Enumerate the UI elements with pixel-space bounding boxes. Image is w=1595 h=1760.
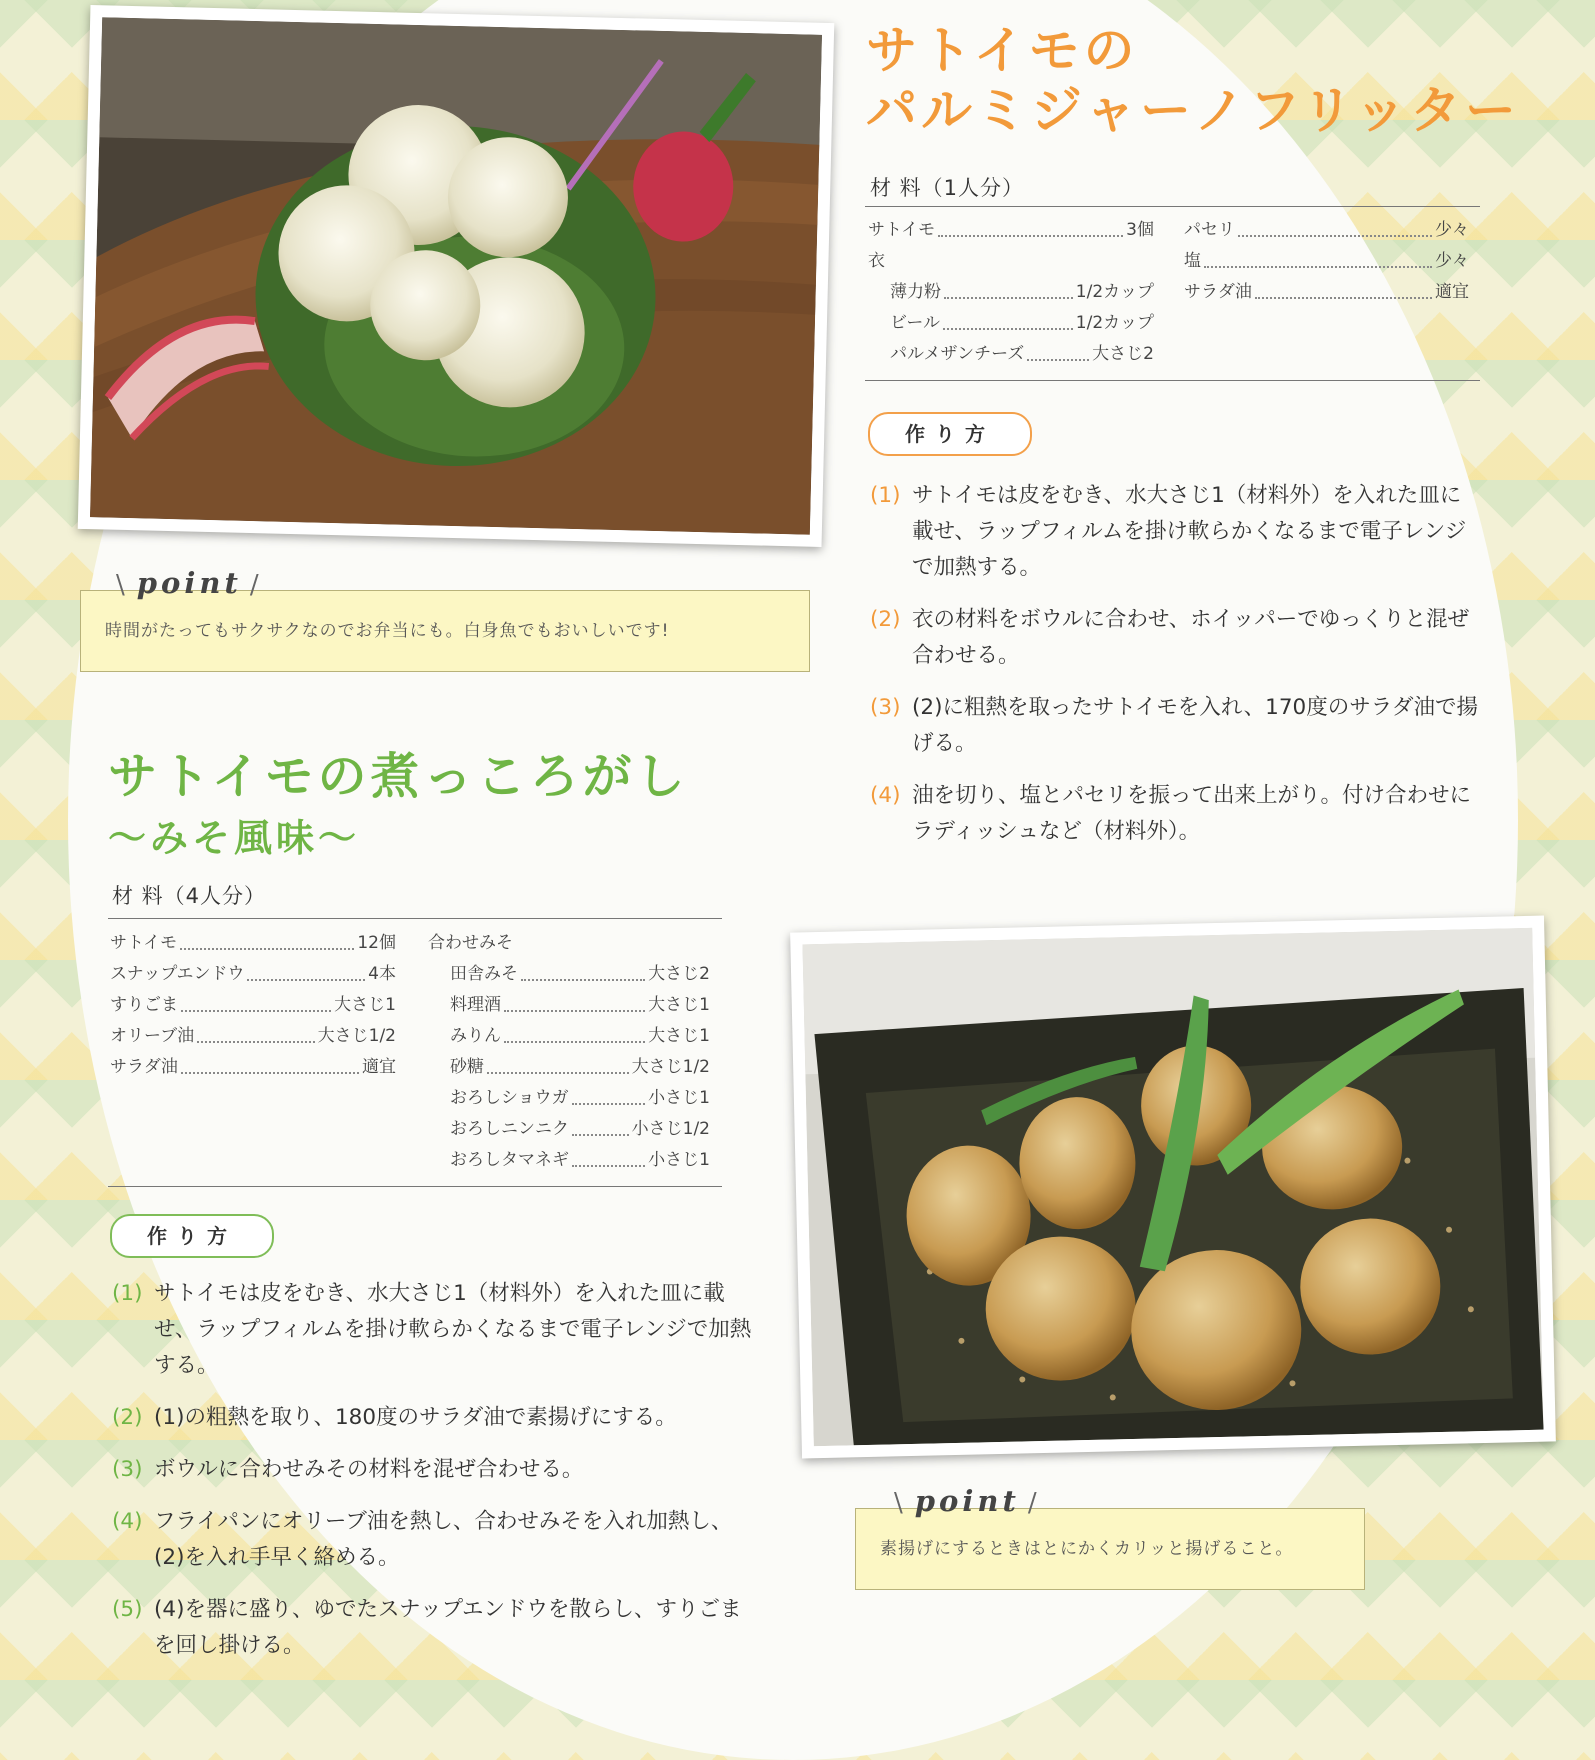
dot-leader xyxy=(487,1052,629,1074)
step-number: (3) xyxy=(870,695,901,720)
ingredient-row xyxy=(110,959,396,990)
dot-leader xyxy=(504,1021,645,1043)
recipe1-method-label: 作り方 xyxy=(868,412,1032,456)
step-text: フライパンにオリーブ油を熱し、合わせみそを入れ加熱し、(2)を入れ手早く絡める。 xyxy=(154,1509,733,1570)
step-number: (3) xyxy=(112,1457,143,1482)
ingredient-row xyxy=(1184,246,1469,277)
dot-leader xyxy=(1238,215,1432,237)
ingredient-amount: 少々 xyxy=(1435,220,1469,240)
dot-leader xyxy=(181,1052,359,1074)
recipe2-ingredients-top-rule xyxy=(108,918,722,919)
step-text: ボウルに合わせみその材料を混ぜ合わせる。 xyxy=(154,1457,584,1482)
ingredient-row xyxy=(110,1052,396,1083)
step-number: (2) xyxy=(112,1405,143,1430)
recipe2-point-box xyxy=(855,1508,1365,1590)
ingredient-amount: 小さじ1 xyxy=(648,1150,710,1170)
ingredient-name: サラダ油 xyxy=(1184,282,1252,302)
step-item xyxy=(112,1276,757,1384)
ingredient-name: パセリ xyxy=(1184,220,1235,240)
recipe1-point-label: \ point / xyxy=(116,566,263,600)
ingredient-row xyxy=(110,990,396,1021)
step-number: (4) xyxy=(112,1509,143,1534)
ingredient-amount: 大さじ1/2 xyxy=(631,1057,710,1077)
ingredient-row xyxy=(428,1114,710,1145)
dot-leader xyxy=(944,277,1073,299)
dot-leader xyxy=(504,990,645,1012)
ingredient-name: 料理酒 xyxy=(450,995,501,1015)
step-item xyxy=(870,602,1480,674)
recipe1-title-line2: パルミジャーノフリッター xyxy=(866,82,1520,142)
ingredient-name: サトイモ xyxy=(110,933,178,953)
taro-photo xyxy=(790,916,1556,1459)
ingredient-name: サトイモ xyxy=(868,220,936,240)
step-text: (2)に粗熱を取ったサトイモを入れ、170度のサラダ油で揚げる。 xyxy=(912,695,1478,756)
ingredient-row xyxy=(868,246,1154,277)
ingredient-amount: 小さじ1/2 xyxy=(631,1119,710,1139)
recipe2-point-label: \ point / xyxy=(894,1484,1041,1518)
dot-leader xyxy=(572,1145,645,1167)
ingredient-name: 田舎みそ xyxy=(450,964,518,984)
dot-leader xyxy=(1255,277,1432,299)
ingredient-amount: 少々 xyxy=(1435,251,1469,271)
recipe1-ingredients-bottom-rule xyxy=(865,380,1480,381)
step-number: (4) xyxy=(870,783,901,808)
ingredient-amount: 12個 xyxy=(357,933,396,953)
ingredient-amount: 1/2カップ xyxy=(1075,282,1154,302)
step-item xyxy=(112,1592,757,1664)
ingredient-row xyxy=(110,928,396,959)
ingredient-row xyxy=(1184,277,1469,308)
dot-leader xyxy=(521,959,645,981)
ingredient-name: すりごま xyxy=(110,995,178,1015)
ingredient-amount: 大さじ1/2 xyxy=(317,1026,396,1046)
recipe2-method-label: 作り方 xyxy=(110,1214,274,1258)
recipe1-title xyxy=(866,22,1520,142)
dot-leader xyxy=(572,1114,629,1136)
ingredient-name: おろしニンニク xyxy=(450,1119,569,1139)
ingredient-row xyxy=(428,1052,710,1083)
ingredient-name: 薄力粉 xyxy=(890,282,941,302)
ingredient-row xyxy=(428,990,710,1021)
step-item xyxy=(870,478,1480,586)
dot-leader xyxy=(1204,246,1432,268)
recipe1-ingredients-heading: 材 料（1人分） xyxy=(870,176,1025,200)
recipe2-title xyxy=(108,748,689,864)
ingredient-row xyxy=(428,1021,710,1052)
recipe1-steps xyxy=(870,478,1480,866)
ingredient-row xyxy=(428,1145,710,1176)
step-text: (1)の粗熱を取り、180度のサラダ油で素揚げにする。 xyxy=(154,1405,677,1430)
recipe1-ingredients-left xyxy=(868,215,1154,370)
ingredient-name: おろしタマネギ xyxy=(450,1150,569,1170)
dot-leader xyxy=(938,215,1123,237)
recipe1-title-line1: サトイモの xyxy=(866,22,1139,81)
ingredient-row xyxy=(868,339,1154,370)
ingredient-amount: 3個 xyxy=(1126,220,1154,240)
dot-leader xyxy=(1027,339,1089,361)
step-item xyxy=(870,690,1480,762)
dot-leader xyxy=(181,990,331,1012)
dot-leader xyxy=(943,308,1073,330)
step-number: (2) xyxy=(870,607,901,632)
ingredient-group-name: 合わせみそ xyxy=(428,933,513,953)
ingredient-row xyxy=(868,308,1154,339)
recipe1-ingredients-top-rule xyxy=(865,206,1480,207)
dot-leader xyxy=(572,1083,646,1105)
ingredient-row xyxy=(428,1083,710,1114)
ingredient-amount: 1/2カップ xyxy=(1075,313,1154,333)
ingredient-row xyxy=(868,215,1154,246)
step-number: (1) xyxy=(112,1281,143,1306)
ingredient-amount: 適宜 xyxy=(362,1057,396,1077)
ingredient-amount: 大さじ2 xyxy=(648,964,710,984)
recipe2-ingredients-left xyxy=(110,928,396,1083)
ingredient-amount: 大さじ1 xyxy=(334,995,396,1015)
recipe2-ingredients-right xyxy=(428,928,710,1176)
step-number: (5) xyxy=(112,1597,143,1622)
step-item xyxy=(112,1504,757,1576)
ingredient-row xyxy=(1184,215,1469,246)
ingredient-name: サラダ油 xyxy=(110,1057,178,1077)
step-text: サトイモは皮をむき、水大さじ1（材料外）を入れた皿に載せ、ラップフィルムを掛け軟らかくなるまで電子レンジで加熱する。 xyxy=(154,1281,752,1378)
step-text: 油を切り、塩とパセリを振って出来上がり。付け合わせにラディッシュなど（材料外）。 xyxy=(912,783,1472,844)
recipe1-point-box xyxy=(80,590,810,672)
ingredient-amount: 大さじ1 xyxy=(648,1026,710,1046)
ingredient-name: 塩 xyxy=(1184,251,1201,271)
dot-leader xyxy=(180,928,354,950)
ingredient-amount: 4本 xyxy=(368,964,396,984)
ingredient-row xyxy=(868,277,1154,308)
step-item xyxy=(112,1452,757,1488)
ingredient-name: みりん xyxy=(450,1026,501,1046)
recipe2-ingredients-bottom-rule xyxy=(108,1186,722,1187)
ingredient-name: パルメザンチーズ xyxy=(890,344,1025,364)
step-text: 衣の材料をボウルに合わせ、ホイッパーでゆっくりと混ぜ合わせる。 xyxy=(912,607,1470,668)
fritter-photo xyxy=(78,5,835,547)
recipe2-point-text: 素揚げにするときはとにかくカリッと揚げること。 xyxy=(880,1539,1294,1559)
ingredient-name: ビール xyxy=(890,313,940,333)
ingredient-name: スナップエンドウ xyxy=(110,964,245,984)
step-text: (4)を器に盛り、ゆでたスナップエンドウを散らし、すりごまを回し掛ける。 xyxy=(154,1597,742,1658)
ingredient-amount: 小さじ1 xyxy=(648,1088,710,1108)
ingredient-amount: 大さじ2 xyxy=(1092,344,1154,364)
recipe2-title-line2: ～みそ風味～ xyxy=(108,815,361,860)
ingredient-row xyxy=(110,1021,396,1052)
ingredient-name: 砂糖 xyxy=(450,1057,484,1077)
ingredient-group-row xyxy=(428,928,710,959)
recipe2-title-line1: サトイモの煮っころがし xyxy=(108,748,689,805)
recipe2-steps xyxy=(112,1276,757,1680)
recipe1-ingredients-right xyxy=(1184,215,1469,308)
step-item xyxy=(112,1400,757,1436)
ingredient-name: おろしショウガ xyxy=(450,1088,569,1108)
step-number: (1) xyxy=(870,483,901,508)
ingredient-group-name: 衣 xyxy=(868,251,885,271)
dot-leader xyxy=(197,1021,314,1043)
ingredient-name: オリーブ油 xyxy=(110,1026,195,1046)
recipe1-point-text: 時間がたってもサクサクなのでお弁当にも。白身魚でもおいしいです! xyxy=(105,621,670,641)
ingredient-amount: 大さじ1 xyxy=(648,995,710,1015)
step-item xyxy=(870,778,1480,850)
ingredient-row xyxy=(428,959,710,990)
dot-leader xyxy=(247,959,365,981)
step-text: サトイモは皮をむき、水大さじ1（材料外）を入れた皿に載せ、ラップフィルムを掛け軟らかくなるまで電子レンジで加熱する。 xyxy=(912,483,1467,580)
ingredient-amount: 適宜 xyxy=(1435,282,1469,302)
recipe2-ingredients-heading: 材 料（4人分） xyxy=(112,884,267,908)
